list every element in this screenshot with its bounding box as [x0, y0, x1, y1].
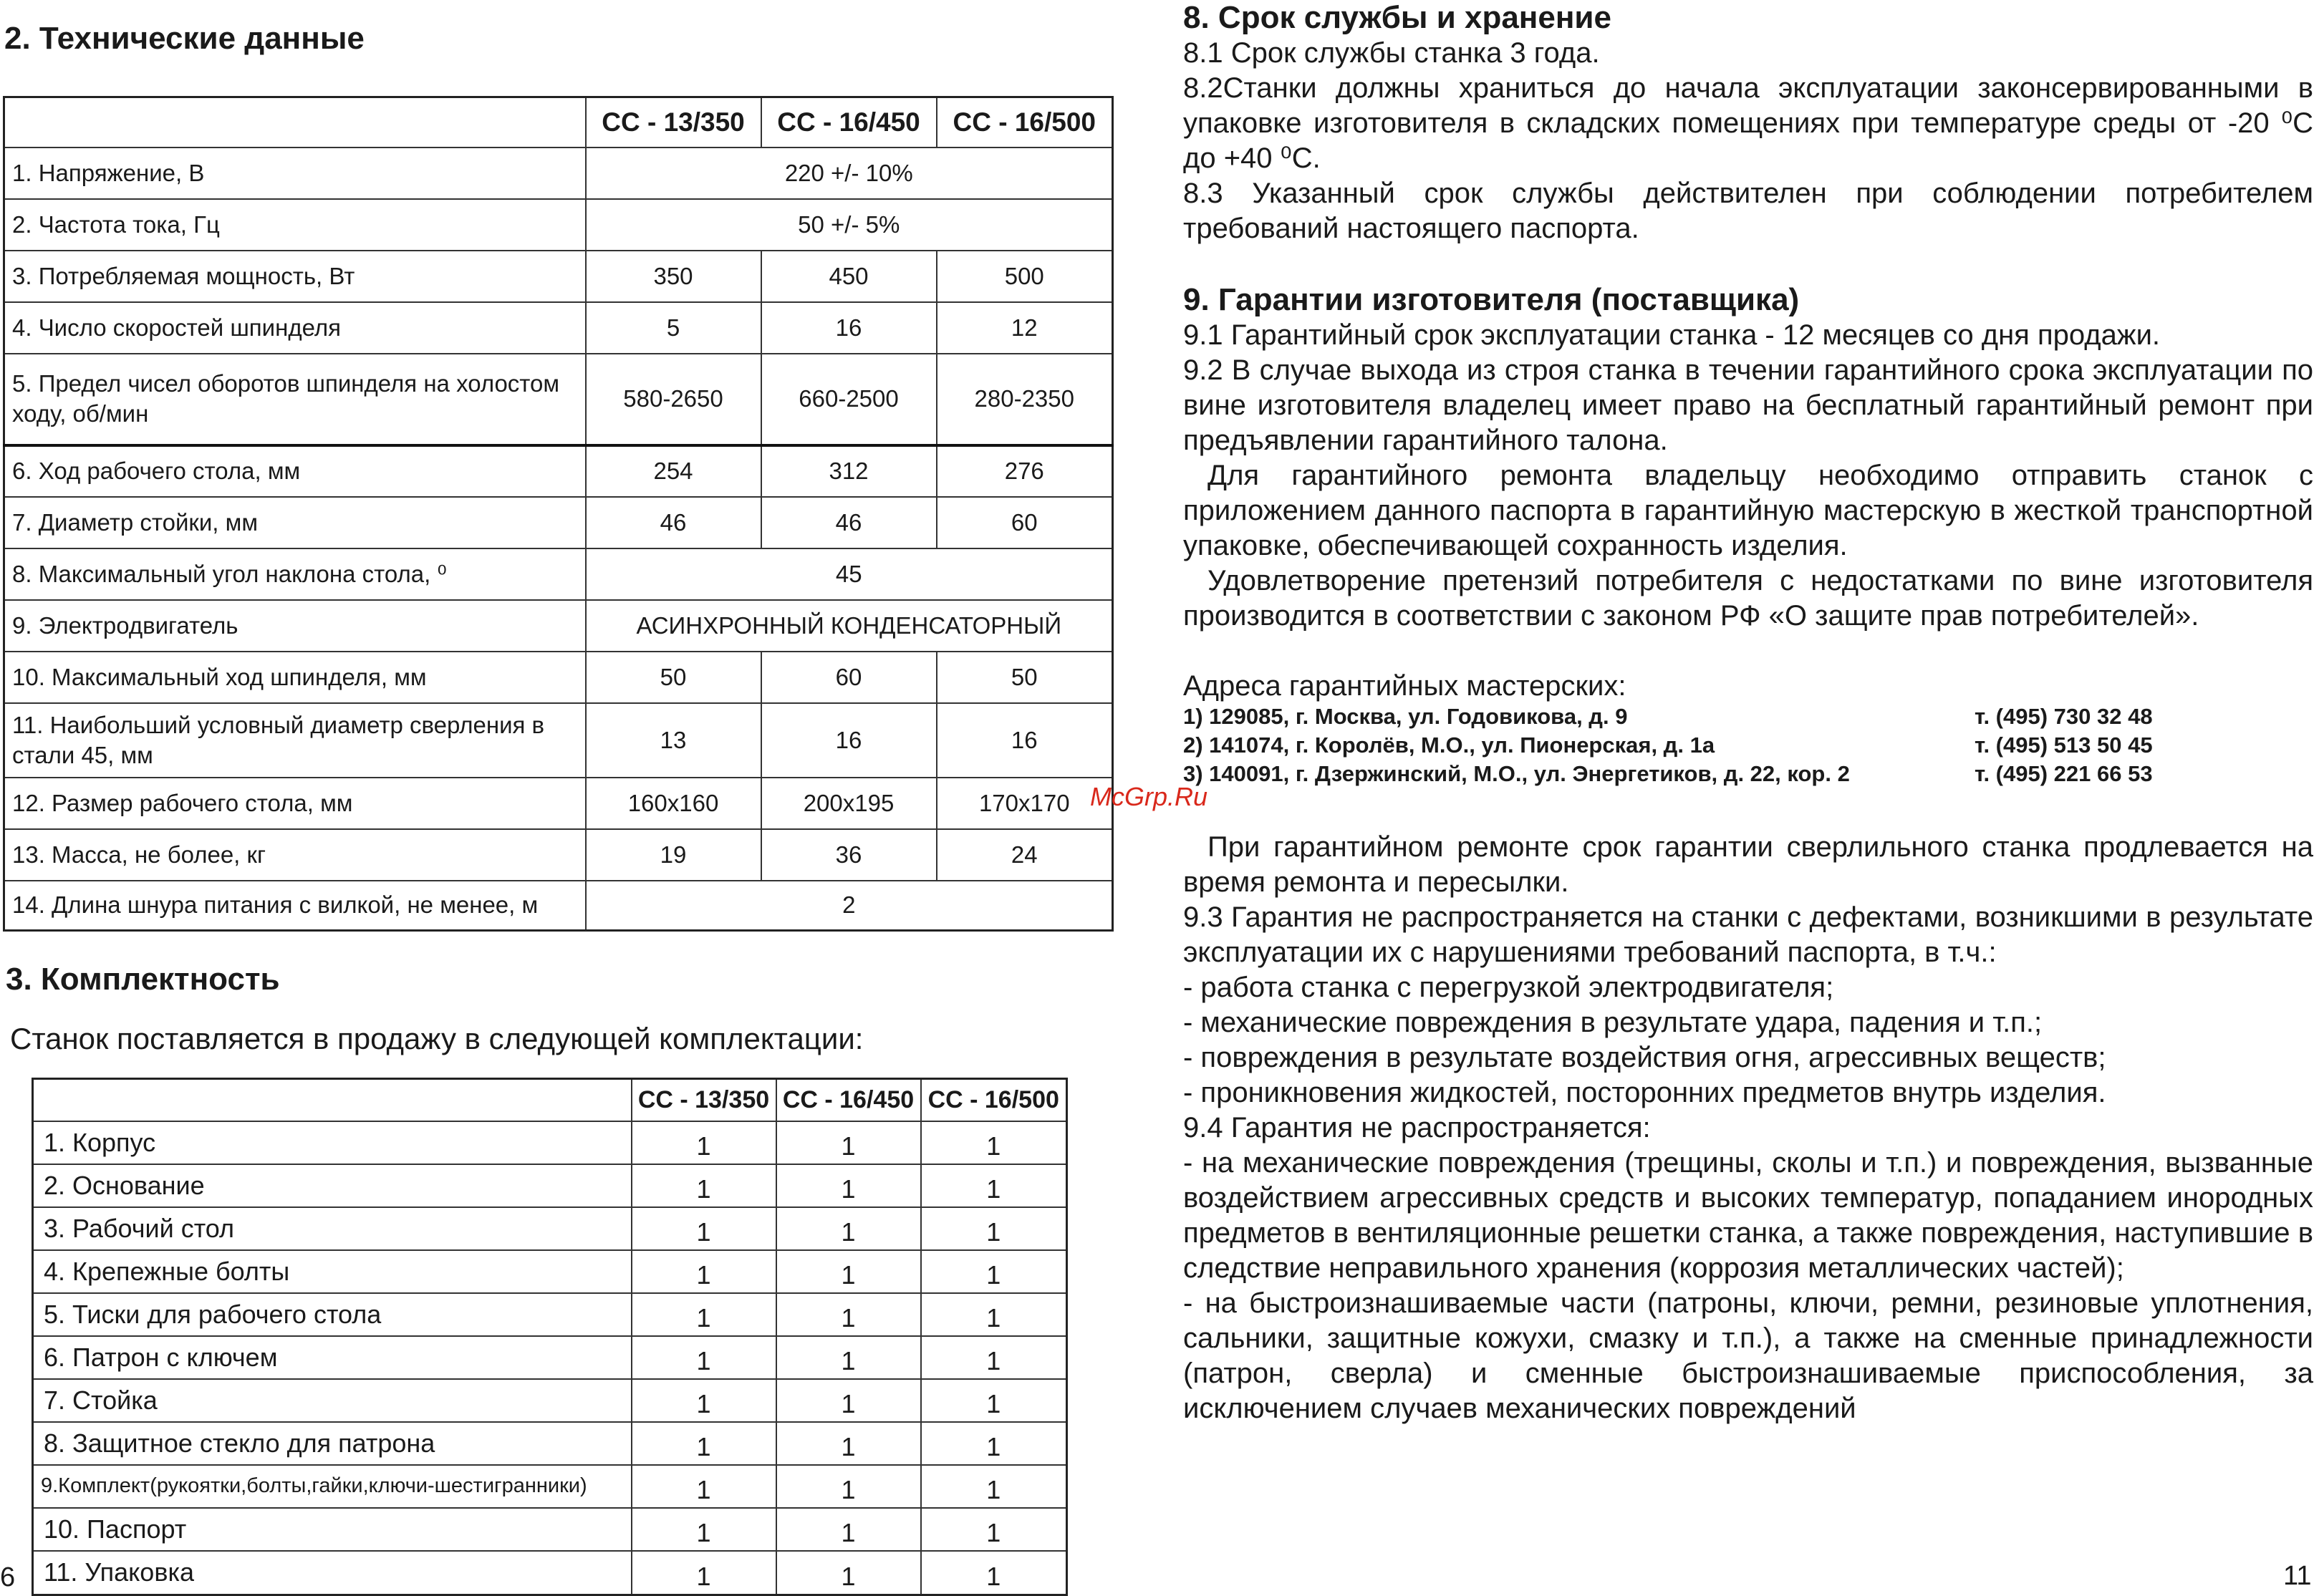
repair-send-paragraph: Для гарантийного ремонта владельцу необходимо отправить станок с приложением данного паспорта в гарантийную мастерскую в жесткой транспортной упаковке, обеспечивающей сохранность изделия.	[1183, 460, 2313, 561]
section-9-4-a: - на механические повреждения (трещины, сколы и т.п.) и повреждения, вызванные воздействием агрессивных средств и высоких температур, попаданием инородных предметов в вентиляционные решетки станка, а также повреждения, наступившие в следствие неправильного хранения (коррозия металлических частей);	[1183, 1147, 2313, 1284]
tech-row-value: 50	[937, 652, 1113, 703]
tech-row-value: 220 +/- 10%	[586, 147, 1113, 199]
tech-row-label: 9. Электродвигатель	[4, 600, 586, 652]
kit-row	[33, 1336, 1067, 1379]
kit-row	[33, 1121, 1067, 1164]
tech-header-model: СС - 13/350	[586, 97, 761, 147]
warranty-extension-paragraph: При гарантийном ремонте срок гарантии сверлильного станка продлевается на время ремонта и пересылки.	[1183, 831, 2313, 898]
kit-item-qty: 1	[632, 1121, 776, 1164]
tech-row-label: 1. Напряжение, В	[4, 147, 586, 199]
kit-item-qty: 1	[921, 1250, 1067, 1293]
tech-row-value: АСИНХРОННЫЙ КОНДЕНСАТОРНЫЙ	[586, 600, 1113, 652]
kit-item-qty: 1	[776, 1336, 921, 1379]
kit-item-label: 6. Патрон с ключем	[33, 1336, 632, 1379]
tech-row-value: 254	[586, 445, 761, 497]
kit-item-qty: 1	[921, 1422, 1067, 1465]
kit-table	[32, 1078, 1068, 1596]
section-8-2: 8.2Станки должны храниться до начала эксплуатации законсервированными в упаковке изготовителя в складских помещениях при температуре среды от -20 ⁰С до +40 ⁰С.	[1183, 72, 2313, 174]
address-text: 2) 141074, г. Королёв, М.О., ул. Пионерская, д. 1а	[1183, 732, 1715, 758]
kit-item-qty: 1	[921, 1121, 1067, 1164]
tech-row-value: 46	[586, 497, 761, 548]
address-line	[1183, 760, 2313, 788]
kit-row	[33, 1551, 1067, 1595]
kit-item-qty: 1	[632, 1465, 776, 1508]
tech-row	[4, 881, 1113, 931]
tech-row-label: 2. Частота тока, Гц	[4, 199, 586, 251]
kit-item-label: 11. Упаковка	[33, 1551, 632, 1595]
tech-row-value: 160x160	[586, 778, 761, 829]
kit-header-model: СС - 16/500	[921, 1079, 1067, 1121]
kit-item-label: 3. Рабочий стол	[33, 1207, 632, 1250]
section-8-1: 8.1 Срок службы станка 3 года.	[1183, 37, 1600, 69]
kit-item-qty: 1	[921, 1293, 1067, 1336]
tech-row-label: 10. Максимальный ход шпинделя, мм	[4, 652, 586, 703]
kit-header-model: СС - 13/350	[632, 1079, 776, 1121]
kit-item-label: 4. Крепежные болты	[33, 1250, 632, 1293]
kit-row	[33, 1422, 1067, 1465]
kit-item-qty: 1	[776, 1121, 921, 1164]
section-9-4: 9.4 Гарантия не распространяется:	[1183, 1112, 1651, 1143]
section-9-3-item: - механические повреждения в результате удара, падения и т.п.;	[1183, 1007, 2043, 1038]
tech-row	[4, 829, 1113, 881]
tech-row	[4, 445, 1113, 497]
kit-item-qty: 1	[921, 1164, 1067, 1207]
kit-row	[33, 1465, 1067, 1508]
kit-intro-text: Станок поставляется в продажу в следующей комплектации:	[10, 1022, 864, 1055]
kit-item-qty: 1	[776, 1207, 921, 1250]
watermark: McGrp.Ru	[1090, 782, 1208, 811]
kit-item-label: 9.Комплект(рукоятки,болты,гайки,ключи-шестигранники)	[33, 1465, 632, 1508]
tech-row-value: 19	[586, 829, 761, 881]
tech-row	[4, 302, 1113, 354]
kit-header-row	[33, 1079, 1067, 1121]
kit-row	[33, 1207, 1067, 1250]
tech-row	[4, 703, 1113, 778]
kit-item-qty: 1	[776, 1465, 921, 1508]
kit-row	[33, 1250, 1067, 1293]
kit-item-label: 2. Основание	[33, 1164, 632, 1207]
kit-item-label: 7. Стойка	[33, 1379, 632, 1422]
page-number-left: 6	[0, 1562, 16, 1592]
tech-row-value: 450	[761, 251, 937, 302]
section-9-3: 9.3 Гарантия не распространяется на станки с дефектами, возникшими в результате эксплуатации их с нарушениями требований паспорта, в т.ч.:	[1183, 901, 2313, 968]
kit-item-qty: 1	[632, 1422, 776, 1465]
tech-row-value: 580-2650	[586, 354, 761, 445]
address-text: 3) 140091, г. Дзержинский, М.О., ул. Энергетиков, д. 22, кор. 2	[1183, 761, 1850, 786]
tech-row	[4, 147, 1113, 199]
tech-row-label: 12. Размер рабочего стола, мм	[4, 778, 586, 829]
tech-row	[4, 251, 1113, 302]
kit-item-label: 1. Корпус	[33, 1121, 632, 1164]
section-9-4-b: - на быстроизнашиваемые части (патроны, ключи, ремни, резиновые уплотнения, сальники, защитные кожухи, смазку и т.п.), а также на сменные принадлежности (патрон, сверла) и сменные быстроизнашиваемые приспособления, за исключением случаев механических повреждений	[1183, 1287, 2313, 1424]
tech-row-value: 60	[761, 652, 937, 703]
tech-row-value: 312	[761, 445, 937, 497]
tech-header-model: СС - 16/450	[761, 97, 937, 147]
kit-row	[33, 1508, 1067, 1551]
tech-row-label: 7. Диаметр стойки, мм	[4, 497, 586, 548]
tech-row	[4, 778, 1113, 829]
tech-row-value: 5	[586, 302, 761, 354]
kit-item-qty: 1	[632, 1164, 776, 1207]
tech-row-value: 2	[586, 881, 1113, 931]
page-number-right: 11	[2283, 1561, 2312, 1591]
tech-section-title: 2. Технические данные	[4, 21, 365, 56]
tech-row	[4, 354, 1113, 445]
kit-item-qty: 1	[776, 1508, 921, 1551]
kit-item-qty: 1	[632, 1293, 776, 1336]
kit-item-qty: 1	[776, 1551, 921, 1595]
address-phone: т. (495) 730 32 48	[1975, 704, 2153, 729]
kit-item-qty: 1	[921, 1508, 1067, 1551]
kit-row	[33, 1293, 1067, 1336]
tech-row-value: 16	[937, 703, 1113, 778]
tech-header-row	[4, 97, 1113, 147]
tech-row-label: 11. Наибольший условный диаметр сверления в стали 45, мм	[4, 703, 586, 778]
section-9-3-item: - повреждения в результате воздействия огня, агрессивных веществ;	[1183, 1042, 2106, 1073]
tech-row-value: 200x195	[761, 778, 937, 829]
kit-item-qty: 1	[921, 1207, 1067, 1250]
address-phone: т. (495) 513 50 45	[1975, 732, 2153, 758]
section-9-3-item: - проникновения жидкостей, посторонних предметов внутрь изделия.	[1183, 1077, 2106, 1108]
tech-row-label: 4. Число скоростей шпинделя	[4, 302, 586, 354]
address-line	[1183, 731, 2313, 760]
section-9-2: 9.2 В случае выхода из строя станка в течении гарантийного срока эксплуатации по вине изготовителя владелец имеет право на бесплатный гарантийный ремонт при предъявлении гарантийного талона.	[1183, 354, 2313, 456]
kit-item-qty: 1	[776, 1422, 921, 1465]
tech-row-label: 3. Потребляемая мощность, Вт	[4, 251, 586, 302]
section-9-1: 9.1 Гарантийный срок эксплуатации станка - 12 месяцев со дня продажи.	[1183, 319, 2161, 351]
kit-item-label: 5. Тиски для рабочего стола	[33, 1293, 632, 1336]
kit-item-qty: 1	[921, 1465, 1067, 1508]
tech-row-value: 12	[937, 302, 1113, 354]
kit-item-label: 10. Паспорт	[33, 1508, 632, 1551]
section-8-title: 8. Срок службы и хранение	[1183, 0, 1611, 35]
tech-row	[4, 600, 1113, 652]
kit-item-qty: 1	[921, 1379, 1067, 1422]
kit-item-qty: 1	[921, 1551, 1067, 1595]
tech-row-value: 660-2500	[761, 354, 937, 445]
kit-item-qty: 1	[776, 1164, 921, 1207]
tech-row-value: 50	[586, 652, 761, 703]
section-9-title: 9. Гарантии изготовителя (поставщика)	[1183, 282, 1800, 317]
tech-row-value: 276	[937, 445, 1113, 497]
tech-row-value: 13	[586, 703, 761, 778]
tech-row-value: 46	[761, 497, 937, 548]
tech-row	[4, 497, 1113, 548]
kit-row	[33, 1164, 1067, 1207]
tech-row-label: 8. Максимальный угол наклона стола, ⁰	[4, 548, 586, 600]
tech-row	[4, 548, 1113, 600]
tech-row-label: 5. Предел чисел оборотов шпинделя на холостом ходу, об/мин	[4, 354, 586, 445]
address-phone: т. (495) 221 66 53	[1975, 761, 2153, 786]
tech-header-model: СС - 16/500	[937, 97, 1113, 147]
kit-item-qty: 1	[776, 1293, 921, 1336]
address-text: 1) 129085, г. Москва, ул. Годовикова, д. 9	[1183, 704, 1628, 729]
tech-row	[4, 652, 1113, 703]
tech-row-label: 14. Длина шнура питания с вилкой, не менее, м	[4, 881, 586, 931]
kit-item-label: 8. Защитное стекло для патрона	[33, 1422, 632, 1465]
kit-item-qty: 1	[776, 1250, 921, 1293]
tech-row-value: 280-2350	[937, 354, 1113, 445]
right-column	[1183, 0, 2313, 1426]
kit-section-title: 3. Комплектность	[6, 962, 280, 997]
tech-row-value: 16	[761, 703, 937, 778]
tech-row-value: 16	[761, 302, 937, 354]
tech-specs-table	[3, 96, 1114, 932]
tech-row	[4, 199, 1113, 251]
kit-row	[33, 1379, 1067, 1422]
tech-row-label: 13. Масса, не более, кг	[4, 829, 586, 881]
kit-header-model: СС - 16/450	[776, 1079, 921, 1121]
tech-row-value: 500	[937, 251, 1113, 302]
addresses-title: Адреса гарантийных мастерских:	[1183, 670, 1626, 702]
claims-paragraph: Удовлетворение претензий потребителя с недостатками по вине изготовителя производится в соответствии с законом РФ «О защите прав потребителей».	[1183, 565, 2313, 632]
address-line	[1183, 702, 2313, 731]
tech-row-value: 350	[586, 251, 761, 302]
kit-item-qty: 1	[632, 1551, 776, 1595]
kit-item-qty: 1	[632, 1508, 776, 1551]
section-9-3-item: - работа станка с перегрузкой электродвигателя;	[1183, 972, 1834, 1003]
section-8-3: 8.3 Указанный срок службы действителен при соблюдении потребителем требований настоящего паспорта.	[1183, 178, 2313, 244]
tech-row-label: 6. Ход рабочего стола, мм	[4, 445, 586, 497]
tech-row-value: 36	[761, 829, 937, 881]
kit-header-empty	[33, 1079, 632, 1121]
tech-header-empty	[4, 97, 586, 147]
kit-item-qty: 1	[632, 1250, 776, 1293]
tech-row-value: 50 +/- 5%	[586, 199, 1113, 251]
tech-row-value: 24	[937, 829, 1113, 881]
kit-item-qty: 1	[632, 1207, 776, 1250]
tech-row-value: 45	[586, 548, 1113, 600]
tech-row-value: 60	[937, 497, 1113, 548]
kit-item-qty: 1	[776, 1379, 921, 1422]
tech-row-value: 170x170	[937, 778, 1113, 829]
kit-item-qty: 1	[632, 1336, 776, 1379]
kit-item-qty: 1	[921, 1336, 1067, 1379]
kit-item-qty: 1	[632, 1379, 776, 1422]
